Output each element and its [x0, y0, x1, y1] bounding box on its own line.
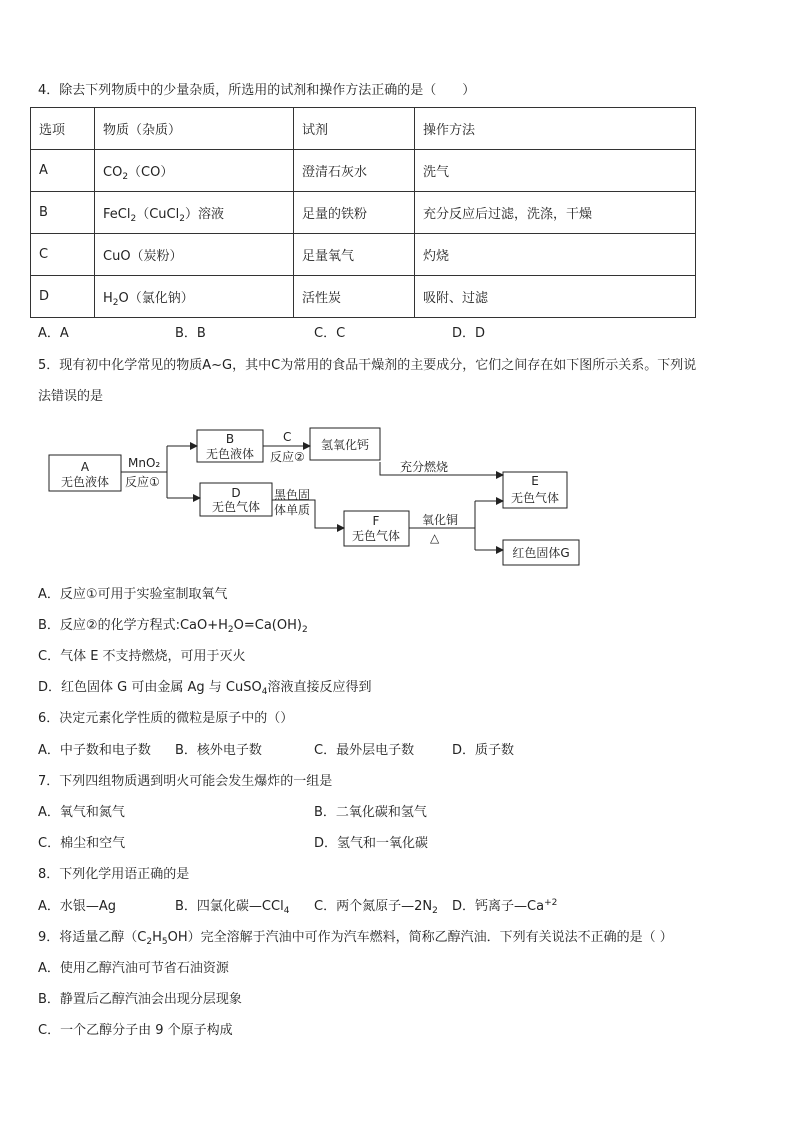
- q5-option-b[interactable]: B．反应②的化学方程式$:CaO+H_2O=Ca(OH)_2$: [38, 618, 308, 635]
- header-method: 操作方法: [415, 108, 696, 150]
- row-substance: CuO（炭粉）: [95, 234, 294, 276]
- row-method: 吸附、过滤: [415, 276, 696, 318]
- label-f: F: [372, 514, 380, 528]
- row-option: D: [31, 276, 95, 318]
- q6-option-c[interactable]: C．最外层电子数: [314, 743, 415, 758]
- label-reaction1: 反应①: [125, 475, 160, 489]
- label-a: A: [80, 460, 90, 474]
- label-e-state: 无色气体: [510, 491, 560, 505]
- label-c: C: [283, 430, 292, 444]
- label-mno2: MnO₂: [128, 456, 161, 470]
- row-reagent: 足量氧气: [294, 234, 415, 276]
- q6-option-b[interactable]: B．核外电子数: [175, 743, 262, 758]
- q6-option-a[interactable]: A．中子数和电子数: [38, 743, 151, 758]
- label-b: B: [225, 432, 235, 446]
- label-caoh2: 氢氧化钙: [320, 438, 370, 452]
- label-black-solid-2: 体单质: [274, 503, 311, 517]
- q8-option-a[interactable]: A．水银—Ag: [38, 899, 117, 914]
- q5-option-c[interactable]: C．气体 E 不支持燃烧，可用于灭火: [38, 649, 246, 664]
- label-b-state: 无色液体: [205, 447, 255, 461]
- header-option: 选项: [31, 108, 95, 150]
- q4-option-c[interactable]: C．C: [314, 326, 346, 341]
- q8-option-c[interactable]: C．两个氮原子$—2N_2$: [314, 899, 438, 916]
- label-reaction2: 反应②: [270, 450, 305, 464]
- q4-option-a[interactable]: A．A: [38, 326, 69, 341]
- row-method: 充分反应后过滤，洗涤，干燥: [415, 192, 696, 234]
- row-substance: $H_2O$（氯化钠）: [95, 276, 294, 318]
- q8-stem: 8．下列化学用语正确的是: [38, 867, 190, 882]
- row-reagent: 活性炭: [294, 276, 415, 318]
- header-reagent: 试剂: [294, 108, 415, 150]
- row-reagent: 澄清石灰水: [294, 150, 415, 192]
- q6-option-d[interactable]: D．质子数: [452, 743, 515, 758]
- q8-option-d[interactable]: D．钙离子$—Ca^{+2}$: [452, 898, 558, 914]
- row-reagent: 足量的铁粉: [294, 192, 415, 234]
- row-substance: $CO_2(CO)$: [95, 150, 294, 192]
- q7-option-b[interactable]: B．二氧化碳和氢气: [314, 805, 427, 820]
- label-a-state: 无色液体: [60, 475, 110, 489]
- label-red-solid-g: 红色固体G: [512, 546, 570, 560]
- label-d-state: 无色气体: [211, 500, 261, 514]
- q9-stem: 9．将适量乙醇$(C_2H_5OH)$完全溶解于汽油中可作为汽车燃料，简称乙醇汽油．下列有关说法不正确的是（ ）: [38, 930, 673, 947]
- q5-stem-line2: 法错误的是: [38, 389, 104, 404]
- q7-option-a[interactable]: A．氧气和氮气: [38, 805, 125, 820]
- q5-option-d[interactable]: D．红色固体 G 可由金属 Ag 与 CuSO$_4$溶液直接反应得到: [38, 680, 372, 697]
- q6-stem: 6．决定元素化学性质的微粒是原子中的（）: [38, 711, 294, 726]
- row-option: C: [31, 234, 95, 276]
- row-method: 灼烧: [415, 234, 696, 276]
- header-substance: 物质（杂质）: [95, 108, 294, 150]
- label-f-state: 无色气体: [351, 529, 401, 543]
- q9-option-b[interactable]: B．静置后乙醇汽油会出现分层现象: [38, 992, 242, 1007]
- label-e: E: [531, 474, 539, 488]
- q7-stem: 7．下列四组物质遇到明火可能会发生爆炸的一组是: [38, 774, 333, 789]
- label-d: D: [231, 486, 241, 500]
- label-copper-oxide: 氧化铜: [422, 513, 459, 527]
- q5-stem-line1: 5．现有初中化学常见的物质A~G，其中C为常用的食品干燥剂的主要成分，它们之间存在如下图所示关系。下列说: [38, 358, 697, 373]
- q4-stem: 4．除去下列物质中的少量杂质，所选用的试剂和操作方法正确的是（ ）: [38, 83, 476, 98]
- q7-option-c[interactable]: C．棉尘和空气: [38, 836, 126, 851]
- q4-option-b[interactable]: B．B: [175, 326, 206, 341]
- q9-option-c[interactable]: C．一个乙醇分子由 9 个原子构成: [38, 1023, 233, 1038]
- label-black-solid-1: 黑色固: [274, 488, 311, 502]
- q4-option-d[interactable]: D．D: [452, 326, 486, 341]
- row-option: B: [31, 192, 95, 234]
- q7-option-d[interactable]: D．氢气和一氧化碳: [314, 836, 429, 851]
- row-method: 洗气: [415, 150, 696, 192]
- row-substance: FeCl$_2$（CuCl$_2$）溶液: [95, 192, 294, 234]
- q8-option-b[interactable]: B．四氯化碳—CCl$_4$: [175, 899, 290, 916]
- row-option: A: [31, 150, 95, 192]
- q5-option-a[interactable]: A．反应①可用于实验室制取氧气: [38, 587, 228, 602]
- label-heat: △: [430, 531, 440, 545]
- q9-option-a[interactable]: A．使用乙醇汽油可节省石油资源: [38, 961, 229, 976]
- label-full-combustion: 充分燃烧: [400, 460, 449, 474]
